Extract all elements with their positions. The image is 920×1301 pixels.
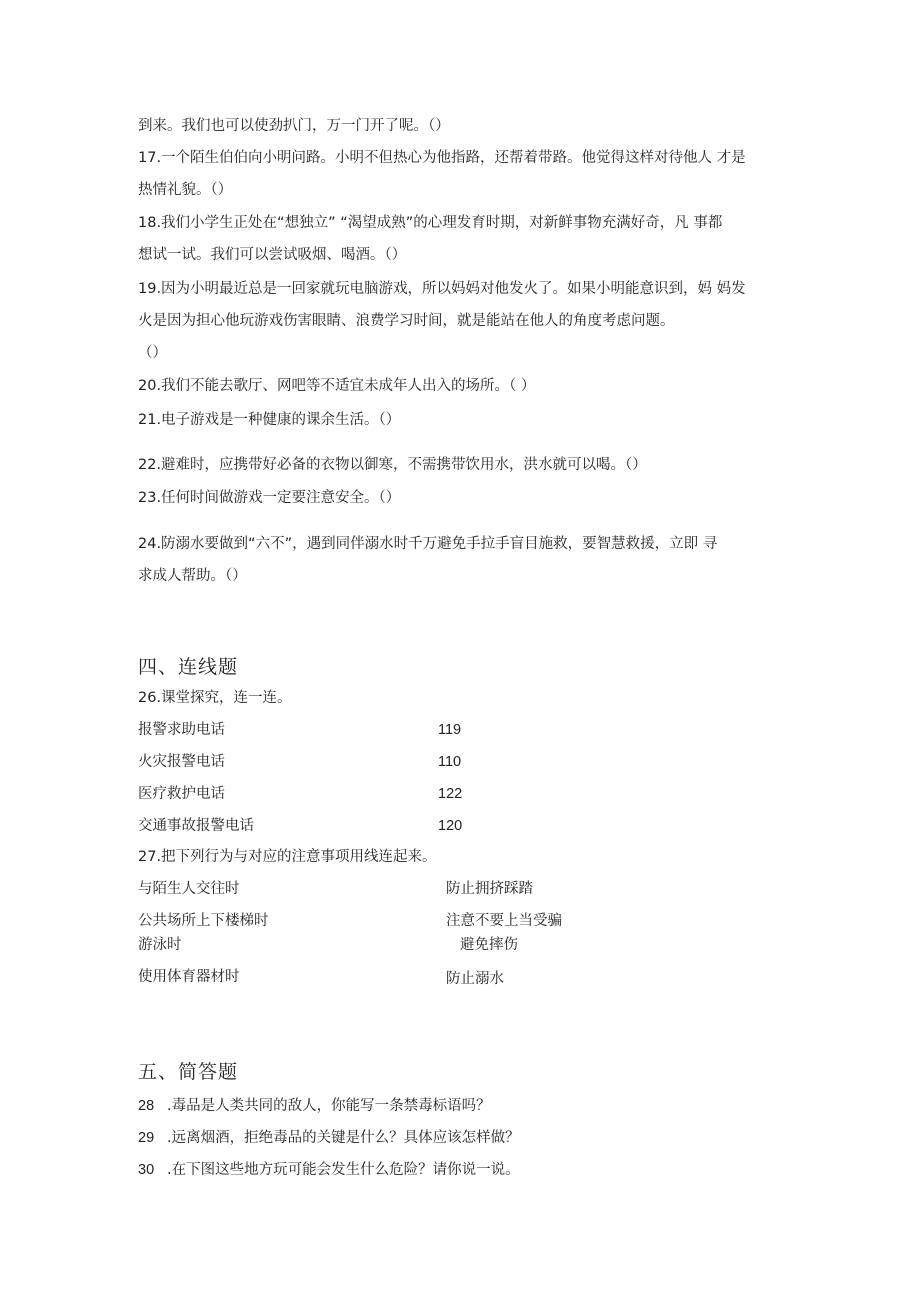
question-18-line1: 18.我们小学生正处在“想独立” “渴望成熟”的心理发育时期，对新鲜事物充满好奇，凡 事都 <box>138 215 723 231</box>
question-21: 21.电子游戏是一种健康的课余生活。（） <box>138 412 401 428</box>
match-left-item: 医疗救护电话 <box>138 786 225 802</box>
match-right-item: 110 <box>438 754 462 770</box>
match-left-item: 交通事故报警电话 <box>138 818 254 834</box>
question-text: .毒品是人类共同的敌人，你能写一条禁毒标语吗？ <box>167 1098 491 1114</box>
match-left-item: 火灾报警电话 <box>138 754 225 770</box>
question-17-line2: 热情礼貌。（） <box>138 182 233 198</box>
question-line: 到来。我们也可以使劲扒门，万一门开了呢。（） <box>138 118 450 134</box>
match-right-item: 避免摔伤 <box>460 937 518 953</box>
question-number: 29 <box>138 1130 155 1146</box>
match-right-item: 120 <box>438 818 463 834</box>
question-23: 23.任何时间做游戏一定要注意安全。（） <box>138 490 401 506</box>
question-27: 27.把下列行为与对应的注意事项用线连起来。 <box>138 849 437 865</box>
question-22: 22.避难时，应携带好必备的衣物以御寒，不需携带饮用水，洪水就可以喝。（） <box>138 457 647 473</box>
question-19-line2: 火是因为担心他玩游戏伤害眼睛、浪费学习时间，就是能站在他人的角度考虑问题。 <box>138 313 675 329</box>
question-20: 20.我们不能去歌厅、网吧等不适宜未成年人出入的场所。（ ） <box>138 378 536 394</box>
question-26: 26.课堂探究，连一连。 <box>138 690 292 706</box>
match-left-item: 游泳时 <box>138 937 182 953</box>
match-left-item: 使用体育器材时 <box>138 969 240 985</box>
question-19-line1: 19.因为小明最近总是一回家就玩电脑游戏，所以妈妈对他发火了。如果小明能意识到，妈 妈发 <box>138 281 746 297</box>
match-left-item: 公共场所上下楼梯时 <box>138 913 269 929</box>
section-title: 四、连线题 <box>138 656 239 678</box>
match-right-item: 防止拥挤踩踏 <box>446 881 533 897</box>
question-17-line1: 17.一个陌生伯伯向小明问路。小明不但热心为他指路，还帮着带路。他觉得这样对待他人 才是 <box>138 150 746 166</box>
question-number: 30 <box>138 1162 155 1178</box>
match-left-item: 与陌生人交往时 <box>138 881 240 897</box>
question-24-line1: 24.防溺水要做到“六不”，遇到同伴溺水时千万避免手拉手盲目施救，要智慧救援，立即 寻 <box>138 536 718 552</box>
question-19-line3: （） <box>138 345 167 361</box>
match-right-item: 防止溺水 <box>446 971 504 987</box>
question-text: .远离烟酒，拒绝毒品的关键是什么？具体应该怎样做？ <box>167 1130 520 1146</box>
match-right-item: 122 <box>438 786 463 802</box>
match-left-item: 报警求助电话 <box>138 722 225 738</box>
section-title: 五、简答题 <box>138 1061 239 1083</box>
match-right-item: 119 <box>438 722 462 738</box>
match-right-item: 注意不要上当受骗 <box>446 913 562 929</box>
question-number: 28 <box>138 1098 155 1114</box>
question-18-line2: 想试一试。我们可以尝试吸烟、喝酒。（） <box>138 247 407 263</box>
question-text: .在下图这些地方玩可能会发生什么危险？请你说一说。 <box>167 1162 520 1178</box>
question-24-line2: 求成人帮助。（） <box>138 568 247 584</box>
